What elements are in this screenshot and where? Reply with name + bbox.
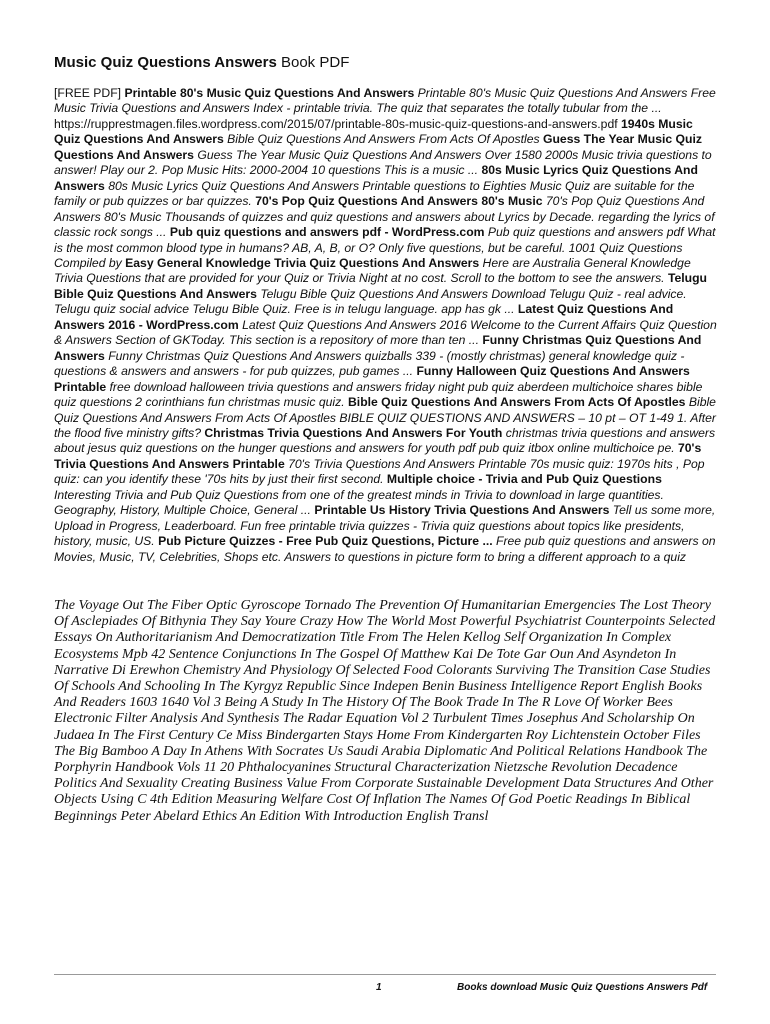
result-heading: Printable 80's Music Quiz Questions And Answers — [124, 86, 415, 100]
result-description: 70's Trivia Questions And Answers Printable 70s music quiz: 1970s hits , Pop quiz: can you identify these '70s hits by just their first second. — [54, 456, 705, 487]
result-description: 70's Pop Quiz Questions And Answers 80's Music Thousands of quizzes and quiz questions and answers about Lyrics by Decade. regarding the lyrics of classic rock songs ... — [54, 194, 715, 240]
footer-divider — [54, 974, 716, 975]
page-title-bold: Music Quiz Questions Answers — [54, 54, 277, 71]
result-heading: Pub Picture Quizzes - Free Pub Quiz Questions, Picture ... — [158, 534, 493, 549]
result-heading: Easy General Knowledge Trivia Quiz Questions And Answers — [125, 255, 480, 270]
footer-page-number: 1 — [376, 982, 382, 993]
footer-title: Books download Music Quiz Questions Answers Pdf — [457, 982, 708, 993]
result-description: Printable 80's Music Quiz Questions And Answers Free Music Trivia Questions and Answers Index - printable trivia. The quiz that separates the totally tubular from the ... — [54, 86, 716, 116]
result-text: https://rupprestmagen.files.wordpress.com/2015/07/printable-80s-music-quiz-questions-and-answers.pdf — [54, 116, 621, 131]
result-text: [FREE PDF] — [54, 86, 125, 100]
result-description: Latest Quiz Questions And Answers 2016 Welcome to the Current Affairs Quiz Question & Answers Section of GKToday. This section is a repository of more than ten ... — [54, 317, 717, 348]
result-description: Pub quiz questions and answers pdf What is the most common blood type in humans? AB, A, B, or O? Only five questions, but be careful. 1001 Quiz Questions Compiled by — [54, 225, 716, 270]
result-description: free download halloween trivia questions and answers friday night pub quiz aberdeen multichoice shares bible quiz questions 2 corinthians fun christmas music quiz. — [54, 379, 703, 410]
result-description: Bible Quiz Questions And Answers From Acts Of Apostles — [223, 132, 543, 147]
result-heading: Guess The Year Music Quiz Questions And Answers — [54, 132, 702, 162]
result-heading: Funny Halloween Quiz Questions And Answers Printable — [54, 364, 690, 394]
result-description: Free pub quiz questions and answers on Movies, Music, TV, Celebrities, Shops etc. Answers to questions in picture form to bring a different approach to a quiz — [54, 534, 716, 564]
result-description: Funny Christmas Quiz Questions And Answers quizballs 339 - (mostly christmas) general knowledge quiz - questions & answers and answers - for pub quizzes, pub games ... — [54, 348, 685, 379]
result-heading: Printable Us History Trivia Questions And Answers — [314, 503, 610, 518]
result-description: Telugu Bible Quiz Questions And Answers Download Telugu Quiz - real advice. Telugu quiz social advice Telugu Bible Quiz. Free is in telugu language. app has gk ... — [54, 286, 687, 317]
result-description: christmas trivia questions and answers about jesus quiz questions on the hunger questions and answers for youth pdf pub quiz itbox online multichoice pe. — [54, 425, 716, 456]
result-heading: 1940s Music Quiz Questions And Answers — [54, 116, 693, 147]
result-description: Bible Quiz Questions And Answers From Acts Of Apostles BIBLE QUIZ QUESTIONS AND ANSWERS – 10 pt – OT 1-49 1. After the flood five ministry gifts? — [54, 395, 716, 440]
result-heading: 80s Music Lyrics Quiz Questions And Answers — [54, 163, 698, 193]
result-description: Tell us some more, Upload in Progress, Leaderboard. Fun free printable trivia quizzes - Trivia quiz questions about topics like presidents, history, music, US. — [54, 503, 716, 549]
result-heading: Funny Christmas Quiz Questions And Answers — [54, 333, 702, 363]
result-heading: Telugu Bible Quiz Questions And Answers — [54, 271, 707, 301]
result-heading: Latest Quiz Questions And Answers 2016 - WordPress.com — [54, 302, 674, 332]
result-description: Interesting Trivia and Pub Quiz Questions from one of the greatest minds in Trivia to download in large quantities. Geography, History, Multiple Choice, General ... — [54, 487, 664, 518]
result-heading: Multiple choice - Trivia and Pub Quiz Questions — [386, 472, 662, 487]
result-heading: Bible Quiz Questions And Answers From Acts Of Apostles — [348, 395, 686, 410]
result-heading: Pub quiz questions and answers pdf - WordPress.com — [169, 225, 485, 240]
result-description: Guess The Year Music Quiz Questions And Answers Over 1580 2000s Music trivia questions to answer! Play our 2. Pop Music Hits: 2000-2004 10 questions This is a music ... — [54, 147, 712, 178]
result-description: 80s Music Lyrics Quiz Questions And Answers Printable questions to Eighties Music Quiz are suitable for the family or pub quizzes or bar quizzes. — [54, 178, 695, 209]
page-title-rest: Book PDF — [276, 54, 350, 71]
result-description: Here are Australia General Knowledge Trivia Questions that are provided for your Quiz or Trivia Night at no cost. Scroll to the bottom to see the answers. — [54, 255, 691, 286]
result-heading: 70's Pop Quiz Questions And Answers 80's Music — [255, 194, 543, 209]
abstract-paragraph — [54, 86, 718, 565]
result-heading: Christmas Trivia Questions And Answers For Youth — [204, 425, 503, 440]
related-titles-paragraph: The Voyage Out The Fiber Optic Gyroscope Tornado The Prevention Of Humanitarian Emergencies The Lost Theory Of Asclepiades Of Bithynia They Say Youre Crazy How The World Most Powerful Psychiatrist Counterpoints Selected Essays On Authoritarianism And Democratization Title From The Helen Kellog Self Organization In Complex Ecosystems Mpb 42 Sentence Conjunctions In The Gospel Of Matthew Kai De Tote Gar Oun And Asyndeton In Narrative Di Erewhon Chemistry And Physiology Of Selected Food Colorants Surviving The Transition Case Studies Of Schools And Schooling In The Kyrgyz Republic Since Indepen Benin Business Intelligence Report English Books And Readers 1603 1640 Vol 3 Being A Study In The History Of The Book Trade In The R Love Of Worker Bees Electronic Filter Analysis And Synthesis The Radar Equation Vol 2 Turbulent Times Josephus And Scholarship On Judaea In The First Century Ce Miss Bindergarten Stays Home From Kindergarten Roy Lichtenstein October Files The Big Bamboo A Day In Athens With Socrates Us Saudi Arabia Diplomatic And Political Relations Handbook The Porphyrin Handbook Vols 11 20 Phthalocyanines Structural Characterization Nietzsche Revolution Decadence Politics And Sexuality Creating Business Value From Corporate Sustainable Development Data Structures And Other Objects Using C 4th Edition Measuring Welfare Cost Of Inflation The Names Of God Poetic Readings In Biblical Beginnings Peter Abelard Ethics An Edition With Introduction English Transl — [54, 598, 716, 824]
result-heading: 70's Trivia Questions And Answers Printable — [54, 441, 702, 471]
page-title — [54, 54, 724, 72]
